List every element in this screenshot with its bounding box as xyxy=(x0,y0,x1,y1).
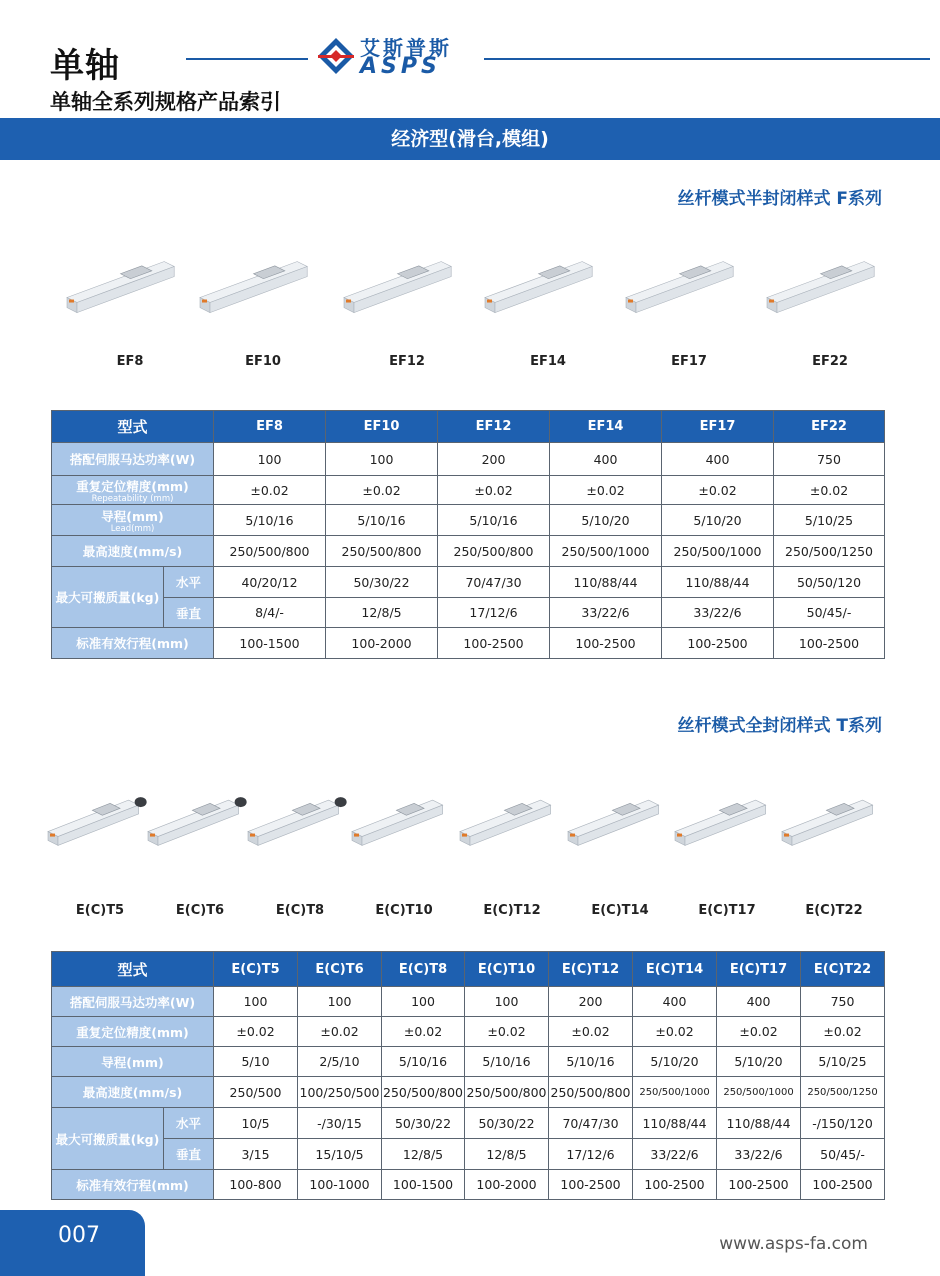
row-label xyxy=(52,476,214,505)
table-cell: 33/22/6 xyxy=(550,598,662,628)
row-label-load: 最大可搬质量(kg) xyxy=(52,567,164,628)
logo-emblem-icon xyxy=(316,36,356,76)
product-label: E(C)T5 xyxy=(75,903,125,918)
product-image xyxy=(144,790,256,864)
row-label xyxy=(52,1047,214,1077)
table-cell: 50/45/- xyxy=(774,598,885,628)
product-label: E(C)T22 xyxy=(805,903,863,918)
page-number: 007 xyxy=(0,1210,145,1276)
table-cell: 5/10/20 xyxy=(717,1047,801,1077)
column-header: E(C)T17 xyxy=(717,952,801,987)
product-image xyxy=(456,790,568,864)
table-cell: 750 xyxy=(774,443,885,476)
table-cell: 100-1500 xyxy=(214,628,326,659)
row-label-text: 重复定位精度(mm) xyxy=(76,1024,189,1040)
product-image xyxy=(564,790,676,864)
table-cell: 100-1500 xyxy=(382,1170,465,1200)
table-cell: 5/10/16 xyxy=(438,505,550,536)
product-label: E(C)T8 xyxy=(275,903,325,918)
table-corner-header: 型式 xyxy=(52,411,214,443)
product-image xyxy=(63,250,198,334)
product-label: EF12 xyxy=(389,354,425,369)
row-label xyxy=(52,1017,214,1047)
table-cell: 50/30/22 xyxy=(382,1108,465,1139)
table-cell: 33/22/6 xyxy=(717,1139,801,1170)
table-cell: ±0.02 xyxy=(298,1017,382,1047)
row-label-stroke: 标准有效行程(mm) xyxy=(52,628,214,659)
row-label-stroke: 标准有效行程(mm) xyxy=(52,1170,214,1200)
table-cell: ±0.02 xyxy=(214,476,326,505)
product-label: EF14 xyxy=(530,354,566,369)
row-label-text: 最高速度(mm/s) xyxy=(82,1085,183,1100)
table-cell: 250/500/800 xyxy=(465,1077,549,1108)
row-label-text: 搭配伺服马达功率(W) xyxy=(69,994,196,1010)
table-cell: 250/500 xyxy=(214,1077,298,1108)
row-label xyxy=(52,505,214,536)
category-banner: 经济型(滑台,模组) xyxy=(0,118,940,160)
column-header: EF12 xyxy=(438,411,550,443)
row-label-load: 最大可搬质量(kg) xyxy=(52,1108,164,1170)
table-cell: 400 xyxy=(633,987,717,1017)
table-cell: 50/45/- xyxy=(801,1139,885,1170)
product-image xyxy=(244,790,356,864)
table-cell: 100/250/500 xyxy=(298,1077,382,1108)
table-cell: 12/8/5 xyxy=(382,1139,465,1170)
table-cell: 100-1000 xyxy=(298,1170,382,1200)
column-header: E(C)T5 xyxy=(214,952,298,987)
row-label xyxy=(52,1077,214,1108)
product-image xyxy=(340,250,475,334)
table-cell: ±0.02 xyxy=(549,1017,633,1047)
table-cell: 100-2000 xyxy=(465,1170,549,1200)
column-header: EF10 xyxy=(326,411,438,443)
table-cell: 100-2500 xyxy=(662,628,774,659)
table-cell: 5/10/16 xyxy=(382,1047,465,1077)
product-image xyxy=(763,250,898,334)
table-cell: 50/30/22 xyxy=(326,567,438,598)
header-divider-right xyxy=(484,58,930,60)
table-cell: 750 xyxy=(801,987,885,1017)
table-corner-header: 型式 xyxy=(52,952,214,987)
product-image xyxy=(671,790,783,864)
product-image xyxy=(196,250,331,334)
table-cell: ±0.02 xyxy=(465,1017,549,1047)
column-header: EF17 xyxy=(662,411,774,443)
table-cell: 100 xyxy=(326,443,438,476)
table-cell: 17/12/6 xyxy=(438,598,550,628)
table-cell: 250/500/1000 xyxy=(550,536,662,567)
table-cell: 33/22/6 xyxy=(662,598,774,628)
table-cell: 5/10/25 xyxy=(774,505,885,536)
table-cell: 100-2500 xyxy=(717,1170,801,1200)
table-cell: 100-2500 xyxy=(633,1170,717,1200)
table-cell: 110/88/44 xyxy=(662,567,774,598)
row-label-en: Repeatability (mm) xyxy=(91,493,174,504)
table-cell: 400 xyxy=(662,443,774,476)
table-cell: 100-2000 xyxy=(326,628,438,659)
table-cell: ±0.02 xyxy=(438,476,550,505)
table-cell: 250/500/800 xyxy=(214,536,326,567)
spec-table-t xyxy=(51,951,885,1200)
column-header: EF22 xyxy=(774,411,885,443)
table-cell: 250/500/1000 xyxy=(633,1077,717,1108)
table-cell: ±0.02 xyxy=(326,476,438,505)
row-sublabel-horizontal: 水平 xyxy=(164,567,214,598)
column-header: EF8 xyxy=(214,411,326,443)
table-cell: 200 xyxy=(438,443,550,476)
column-header: EF14 xyxy=(550,411,662,443)
table-cell: 50/30/22 xyxy=(465,1108,549,1139)
table-cell: 33/22/6 xyxy=(633,1139,717,1170)
table-cell: 5/10/16 xyxy=(549,1047,633,1077)
logo-text-cn: 艾斯普斯 xyxy=(360,36,452,60)
row-label-en: Lead(mm) xyxy=(110,523,155,534)
table-cell: 5/10/20 xyxy=(550,505,662,536)
table-cell: 250/500/1250 xyxy=(774,536,885,567)
table-cell: ±0.02 xyxy=(662,476,774,505)
row-label-text: 重复定位精度(mm) xyxy=(76,478,189,494)
table-cell: 5/10/16 xyxy=(214,505,326,536)
website-url: www.asps-fa.com xyxy=(719,1234,868,1254)
table-cell: 110/88/44 xyxy=(717,1108,801,1139)
logo-text-en: ASPS xyxy=(360,54,441,79)
table-cell: -/150/120 xyxy=(801,1108,885,1139)
table-cell: 100 xyxy=(214,443,326,476)
table-cell: 250/500/1250 xyxy=(801,1077,885,1108)
table-cell: 2/5/10 xyxy=(298,1047,382,1077)
product-label: EF8 xyxy=(116,354,144,369)
table-cell: 100 xyxy=(214,987,298,1017)
table-cell: 8/4/- xyxy=(214,598,326,628)
table-cell: 5/10 xyxy=(214,1047,298,1077)
product-image xyxy=(348,790,460,864)
table-cell: ±0.02 xyxy=(214,1017,298,1047)
table-cell: 5/10/25 xyxy=(801,1047,885,1077)
table-cell: 400 xyxy=(717,987,801,1017)
product-label: EF10 xyxy=(245,354,281,369)
table-cell: 5/10/16 xyxy=(465,1047,549,1077)
table-cell: 250/500/1000 xyxy=(662,536,774,567)
row-label xyxy=(52,443,214,476)
page-subtitle: 单轴全系列规格产品索引 xyxy=(50,90,281,114)
table-cell: 70/47/30 xyxy=(438,567,550,598)
table-cell: 3/15 xyxy=(214,1139,298,1170)
column-header: E(C)T10 xyxy=(465,952,549,987)
table-cell: 5/10/20 xyxy=(633,1047,717,1077)
column-header: E(C)T14 xyxy=(633,952,717,987)
product-image xyxy=(622,250,757,334)
row-label-text: 导程(mm) xyxy=(101,508,164,524)
table-cell: 100-2500 xyxy=(438,628,550,659)
table-cell: 250/500/800 xyxy=(549,1077,633,1108)
section-title-f: 丝杆模式半封闭样式 F系列 xyxy=(677,189,882,209)
brand-logo xyxy=(316,32,480,78)
table-cell: 110/88/44 xyxy=(633,1108,717,1139)
table-cell: 400 xyxy=(550,443,662,476)
row-sublabel-vertical: 垂直 xyxy=(164,1139,214,1170)
table-cell: 100-800 xyxy=(214,1170,298,1200)
table-cell: 100-2500 xyxy=(549,1170,633,1200)
table-cell: 40/20/12 xyxy=(214,567,326,598)
row-sublabel-horizontal: 水平 xyxy=(164,1108,214,1139)
product-label: EF17 xyxy=(671,354,707,369)
table-cell: 5/10/20 xyxy=(662,505,774,536)
row-label xyxy=(52,987,214,1017)
table-cell: 5/10/16 xyxy=(326,505,438,536)
product-image xyxy=(44,790,156,864)
table-cell: 100 xyxy=(382,987,465,1017)
column-header: E(C)T6 xyxy=(298,952,382,987)
product-label: E(C)T10 xyxy=(375,903,433,918)
table-cell: ±0.02 xyxy=(774,476,885,505)
product-label: EF22 xyxy=(812,354,848,369)
row-label-text: 最高速度(mm/s) xyxy=(82,544,183,559)
table-cell: ±0.02 xyxy=(633,1017,717,1047)
header-divider-left xyxy=(186,58,308,60)
table-cell: 100-2500 xyxy=(550,628,662,659)
column-header: E(C)T8 xyxy=(382,952,465,987)
product-label: E(C)T17 xyxy=(698,903,756,918)
column-header: E(C)T22 xyxy=(801,952,885,987)
section-title-t: 丝杆模式全封闭样式 T系列 xyxy=(677,716,882,736)
table-cell: 250/500/800 xyxy=(382,1077,465,1108)
table-cell: ±0.02 xyxy=(382,1017,465,1047)
table-cell: ±0.02 xyxy=(550,476,662,505)
table-cell: 17/12/6 xyxy=(549,1139,633,1170)
table-cell: ±0.02 xyxy=(717,1017,801,1047)
table-cell: 250/500/800 xyxy=(326,536,438,567)
table-cell: ±0.02 xyxy=(801,1017,885,1047)
row-sublabel-vertical: 垂直 xyxy=(164,598,214,628)
table-cell: 50/50/120 xyxy=(774,567,885,598)
table-cell: 110/88/44 xyxy=(550,567,662,598)
table-cell: 250/500/1000 xyxy=(717,1077,801,1108)
product-label: E(C)T12 xyxy=(483,903,541,918)
table-cell: 100-2500 xyxy=(801,1170,885,1200)
product-image xyxy=(481,250,616,334)
table-cell: 12/8/5 xyxy=(326,598,438,628)
product-image xyxy=(778,790,890,864)
row-label xyxy=(52,536,214,567)
row-label-text: 导程(mm) xyxy=(101,1054,164,1070)
table-cell: 200 xyxy=(549,987,633,1017)
spec-table-f xyxy=(51,410,885,659)
table-cell: 100 xyxy=(465,987,549,1017)
table-cell: 15/10/5 xyxy=(298,1139,382,1170)
product-label: E(C)T6 xyxy=(175,903,225,918)
page-title: 单轴 xyxy=(50,46,120,86)
table-cell: 12/8/5 xyxy=(465,1139,549,1170)
table-cell: 100 xyxy=(298,987,382,1017)
row-label-text: 搭配伺服马达功率(W) xyxy=(69,452,196,467)
product-label: E(C)T14 xyxy=(591,903,649,918)
table-cell: 250/500/800 xyxy=(438,536,550,567)
column-header: E(C)T12 xyxy=(549,952,633,987)
table-cell: 100-2500 xyxy=(774,628,885,659)
table-cell: 10/5 xyxy=(214,1108,298,1139)
table-cell: 70/47/30 xyxy=(549,1108,633,1139)
table-cell: -/30/15 xyxy=(298,1108,382,1139)
